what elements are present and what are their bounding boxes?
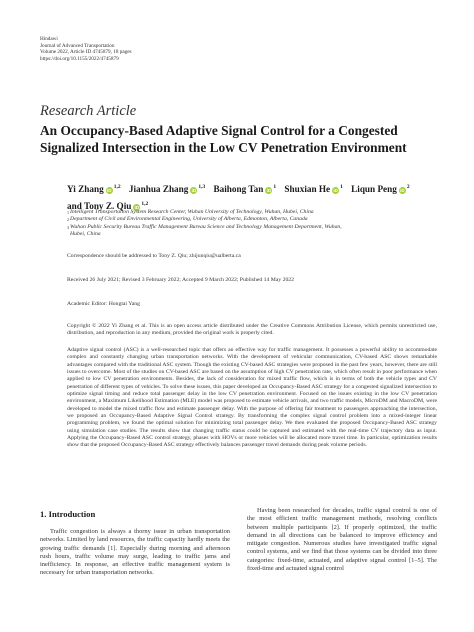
journal-name: Journal of Advanced Transportation — [40, 42, 115, 49]
affiliation-text: Intelligent Transportation System Research Center, Wuhan University of Technology, Wuhan, Hubei, China — [70, 209, 314, 215]
author-name: and Tony Z. Qiu — [67, 201, 132, 211]
author-affil: 1 — [340, 184, 343, 190]
article-dates: Received 26 July 2021; Revised 3 February 2022; Accepted 9 March 2022; Published 14 May 2022 — [67, 277, 294, 283]
orcid-icon[interactable]: iD — [400, 188, 405, 193]
affiliation-number: 3 — [67, 224, 69, 230]
author-affil: 2 — [406, 184, 410, 190]
paragraph: Having been researched for decades, traffic signal control is one of the most efficient traffic management methods, resolving conflicts between multiple participants [2]. If properly optimized, the traffic demand in all directions can be balanced to improve efficiency and mitigate congestion. Numerous studies have investigated traffic signal control systems, and we find that those systems can be divided into three categories: fixed-time, actuated, and adaptive signal control [1–5]. The fixed-time and actuated signal control — [247, 507, 437, 572]
author-affil: 1,2 — [113, 184, 121, 190]
author — [351, 180, 409, 197]
affiliation-number: 1 — [67, 210, 69, 215]
orcid-icon[interactable]: iD — [134, 205, 140, 210]
article-type: Research Article — [40, 103, 137, 119]
author — [214, 180, 277, 197]
academic-editor: Academic Editor: Hongtai Yang — [67, 301, 140, 307]
author — [129, 180, 205, 197]
author-name: Yi Zhang — [67, 184, 104, 194]
article-title — [40, 122, 440, 156]
author — [284, 180, 342, 197]
journal-header — [40, 36, 132, 62]
author-affil: 1,3 — [198, 184, 206, 190]
section-heading: 1. Introduction — [40, 509, 96, 519]
volume-info: Volume 2022, Article ID 4745879, 18 pages — [40, 49, 132, 56]
affiliation-text: Department of Civil and Environmental Engineering, University of Alberta, Edmonton, Alberta, Canada — [70, 216, 308, 223]
affiliation — [67, 216, 447, 223]
copyright-notice: Copyright © 2022 Yi Zhang et al. This is an open access article distributed under the Creative Commons Attribution License, which permits unrestricted use, distribution, and reproduction in any medium, provided the original work is properly cited. — [67, 323, 437, 337]
author-affil: 1,2 — [141, 201, 149, 207]
author-affil: 1 — [273, 184, 277, 190]
paragraph: Traffic congestion is always a thorny issue in urban transportation networks. Limited by land resources, the traffic capacity hardly meets the growing traffic demands [1]. Especially during morning and afternoon rush hours, traffic volume may surge, leading to traffic jams and inefficiency. In response, an effective traffic management system is necessary for urban transportation networks. — [40, 528, 230, 577]
body-column-right — [247, 507, 437, 573]
title-line: Signalized Intersection in the Low CV Penetration Environment — [40, 140, 407, 155]
orcid-icon[interactable]: iD — [333, 188, 338, 193]
author-name: Shuxian He — [284, 184, 331, 194]
orcid-icon[interactable]: iD — [106, 188, 112, 193]
publisher-name: Hindawi — [40, 36, 58, 42]
affiliation-text: Wuhan Public Security Bureau Traffic Management Bureau Science and Technology Management Department, Wuhan, Hubei, China — [70, 223, 342, 238]
author-name: Baihong Tan — [213, 184, 264, 194]
affiliation-number: 2 — [67, 217, 69, 223]
title-line: An Occupancy-Based Adaptive Signal Control for a Congested — [40, 123, 398, 138]
author — [67, 180, 121, 197]
affiliation-list — [67, 209, 447, 239]
body-column-left — [40, 528, 230, 578]
affiliation — [67, 224, 447, 239]
doi-link[interactable]: https://doi.org/10.1155/2022/4745879 — [40, 55, 119, 62]
correspondence: Correspondence should be addressed to Tony Z. Qiu; zhijunqiu@ualberta.ca — [67, 253, 241, 259]
author-name: Liqun Peng — [351, 184, 397, 194]
author-name: Jianhua Zhang — [128, 184, 189, 194]
orcid-icon[interactable]: iD — [266, 188, 272, 193]
abstract: Adaptive signal control (ASC) is a well-researched topic that offers an effective way for traffic management. It possesses a powerful ability to accommodate complex and constantly changing urban transportation networks. With the development of vehicular communication, CV-based ASC shows remarkable advantages compared with the traditional ASC system. Though the existing CV-based ASC strategies were proposed in the past few years, however, there are still issues to overcome. Most of the studies on CV-based ASC are based on the assumption of high CV penetration rate, which often result in poor performance when applied to low CV penetration environments. Besides, the lack of consideration for mixed traffic flow, which is in terms of both the vehicle types and CV penetration of different types of vehicles. To solve these issues, this paper developed an Occupancy-Based ASC strategy for a congested signalized intersection to optimize signal timing and reduce total passenger delay in the low CV penetration environment. Focused on the issues existing in the low CV penetration environment, a Maximum Likelihood Estimation (MLE) model was proposed to estimate vehicle arrivals, and two traffic models, MicroDM and MacroDM, were developed to model the mixed traffic flow and estimate passenger delay. With the purpose of offering fair treatment to passengers approaching the intersection, we proposed an Occupancy-Based Adaptive Signal Control strategy. By transforming the complex signal control problem into a mixed-integer linear programming problem, we found the optimal solution for minimizing total passenger delay. We then evaluated the proposed Occupancy-Based ASC strategy using simulation case studies. The results show that changing traffic status could be captured and estimated with the real-time CV trajectory data as input. Applying the Occupancy-Based ASC control strategy, phases with HOVs or more vehicles will be allocated more travel time. In particular, optimization results show that the proposed Occupancy-Based ASC strategy effectively balances passenger travel demands during peak volume periods. — [67, 347, 437, 449]
orcid-icon[interactable]: iD — [191, 188, 197, 193]
